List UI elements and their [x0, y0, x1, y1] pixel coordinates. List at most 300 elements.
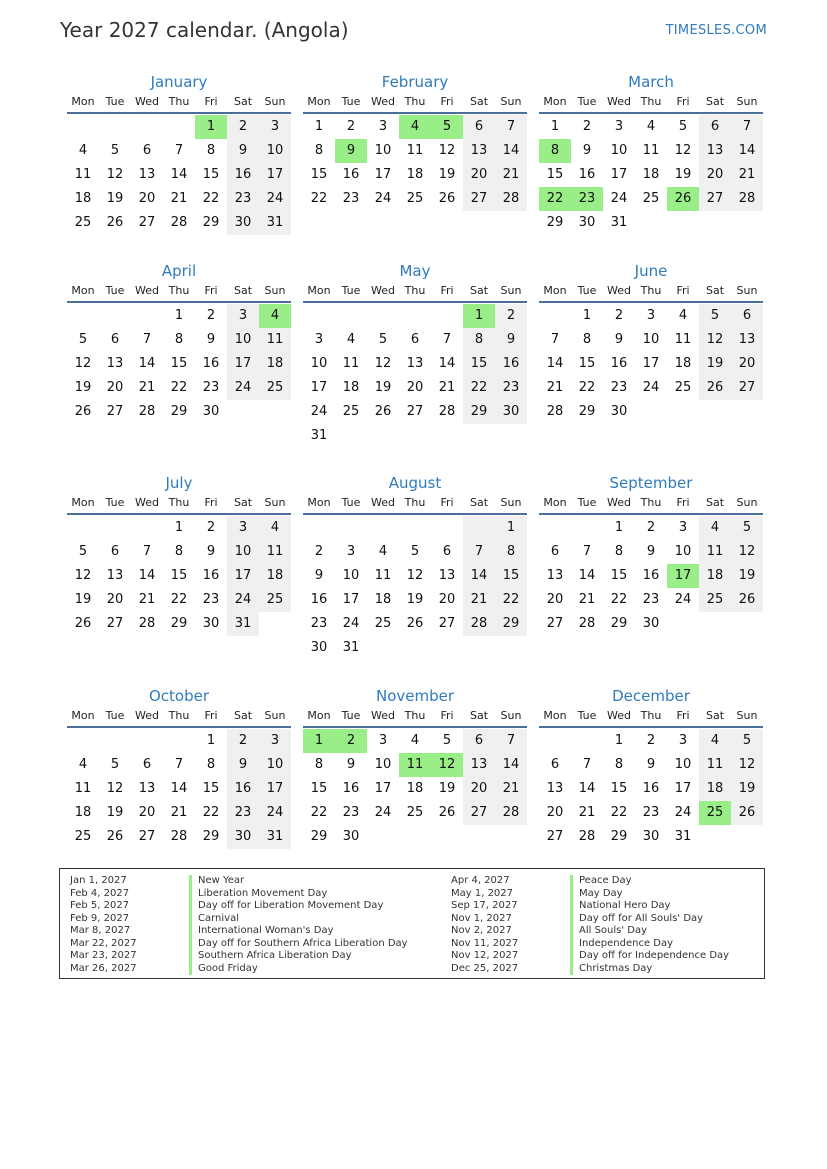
holiday-day-cell: 26: [667, 187, 699, 211]
day-cell: 12: [699, 328, 731, 352]
empty-cell: [399, 304, 431, 328]
day-cell: 23: [610, 380, 628, 395]
page-title: Year 2027 calendar. (Angola): [60, 18, 349, 42]
holiday-day-cell: 1: [463, 304, 495, 328]
weekday-label: Mon: [543, 95, 567, 108]
day-cell: 15: [495, 564, 527, 588]
weekday-label: Tue: [341, 496, 361, 509]
day-cell: 15: [546, 167, 564, 182]
day-cell: 19: [106, 191, 124, 206]
holiday-name: Peace Day: [570, 875, 632, 888]
weekday-header: [303, 94, 527, 114]
weekday-label: Sat: [705, 496, 725, 509]
day-cell: 19: [74, 380, 92, 395]
day-cell: 17: [374, 167, 392, 182]
day-cell: 3: [646, 308, 656, 323]
weekday-header: [67, 283, 291, 303]
day-grid: [67, 516, 291, 636]
day-cell: 13: [546, 781, 564, 796]
day-cell: 1: [582, 308, 592, 323]
holiday-date: Mar 23, 2027: [70, 950, 137, 961]
day-cell: 7: [550, 332, 560, 347]
day-cell: 19: [106, 805, 124, 820]
day-cell: 8: [614, 544, 624, 559]
day-cell: 22: [310, 805, 328, 820]
day-cell: 7: [495, 729, 527, 753]
weekday-header: [67, 94, 291, 114]
day-cell: 18: [259, 564, 291, 588]
day-cell: 31: [342, 640, 360, 655]
day-cell: 24: [259, 187, 291, 211]
day-cell: 8: [206, 757, 216, 772]
day-cell: 14: [731, 139, 763, 163]
holiday-name: Day off for All Souls' Day: [570, 913, 703, 926]
day-cell: 1: [206, 733, 216, 748]
holiday-date: Mar 26, 2027: [70, 962, 137, 974]
day-cell: 6: [463, 115, 495, 139]
day-cell: 1: [614, 733, 624, 748]
day-cell: 11: [642, 143, 660, 158]
day-cell: 17: [227, 564, 259, 588]
day-cell: 28: [495, 187, 527, 211]
day-cell: 21: [170, 191, 188, 206]
day-cell: 18: [699, 564, 731, 588]
day-cell: 19: [674, 167, 692, 182]
empty-cell: [99, 729, 131, 753]
day-cell: 7: [463, 540, 495, 564]
weekday-label: Mon: [543, 709, 567, 722]
day-cell: 11: [74, 167, 92, 182]
empty-cell: [367, 516, 399, 540]
day-cell: 31: [310, 428, 328, 443]
day-cell: 8: [206, 143, 216, 158]
weekday-header: [539, 708, 763, 728]
day-cell: 5: [678, 119, 688, 134]
day-cell: 14: [170, 167, 188, 182]
day-cell: 25: [374, 616, 392, 631]
day-cell: 21: [731, 163, 763, 187]
day-cell: 22: [578, 380, 596, 395]
day-cell: 1: [174, 520, 184, 535]
day-cell: 19: [699, 352, 731, 376]
brand-link[interactable]: TIMESLES.COM: [665, 23, 767, 38]
day-cell: 18: [406, 781, 424, 796]
day-cell: 16: [202, 568, 220, 583]
day-cell: 18: [259, 352, 291, 376]
day-cell: 24: [374, 191, 392, 206]
weekday-label: Sun: [264, 284, 286, 297]
day-cell: 30: [227, 825, 259, 849]
holiday-date: Nov 2, 2027: [451, 925, 512, 936]
weekday-label: Thu: [168, 709, 190, 722]
day-cell: 29: [202, 215, 220, 230]
day-cell: 20: [406, 380, 424, 395]
day-cell: 27: [463, 801, 495, 825]
weekday-label: Sat: [233, 709, 253, 722]
day-cell: 16: [495, 352, 527, 376]
weekday-label: Thu: [168, 496, 190, 509]
day-cell: 3: [614, 119, 624, 134]
empty-cell: [67, 729, 99, 753]
day-cell: 10: [342, 568, 360, 583]
holiday-day-cell: 4: [399, 115, 431, 139]
day-cell: 5: [110, 143, 120, 158]
day-cell: 17: [610, 167, 628, 182]
holiday-date: Mar 8, 2027: [70, 925, 131, 936]
day-cell: 25: [259, 376, 291, 400]
holiday-name: Liberation Movement Day: [189, 888, 327, 901]
day-cell: 8: [582, 332, 592, 347]
day-cell: 28: [170, 829, 188, 844]
day-cell: 14: [438, 356, 456, 371]
weekday-label: Thu: [404, 95, 426, 108]
weekday-label: Mon: [307, 95, 331, 108]
weekday-label: Sat: [469, 284, 489, 297]
day-cell: 6: [142, 143, 152, 158]
day-cell: 25: [74, 829, 92, 844]
empty-cell: [431, 304, 463, 328]
day-cell: 20: [463, 163, 495, 187]
day-cell: 10: [374, 143, 392, 158]
day-cell: 6: [550, 544, 560, 559]
day-cell: 26: [406, 616, 424, 631]
holiday-day-cell: 2: [335, 729, 367, 753]
weekday-label: Wed: [135, 284, 159, 297]
day-cell: 26: [374, 404, 392, 419]
day-cell: 29: [170, 616, 188, 631]
day-cell: 4: [259, 516, 291, 540]
day-cell: 18: [374, 592, 392, 607]
day-cell: 27: [546, 829, 564, 844]
day-cell: 29: [463, 400, 495, 424]
day-cell: 9: [314, 568, 324, 583]
day-cell: 13: [438, 568, 456, 583]
day-cell: 6: [110, 544, 120, 559]
day-cell: 29: [202, 829, 220, 844]
weekday-label: Wed: [371, 95, 395, 108]
day-cell: 31: [227, 612, 259, 636]
weekday-label: Sun: [736, 496, 758, 509]
day-grid: [303, 115, 527, 211]
day-cell: 7: [731, 115, 763, 139]
weekday-header: [539, 94, 763, 114]
empty-cell: [539, 729, 571, 753]
day-cell: 15: [463, 352, 495, 376]
day-cell: 19: [74, 592, 92, 607]
day-cell: 11: [342, 356, 360, 371]
month-name: September: [609, 474, 693, 492]
day-cell: 3: [227, 516, 259, 540]
day-cell: 11: [374, 568, 392, 583]
day-cell: 10: [642, 332, 660, 347]
day-grid: [303, 516, 527, 660]
holiday-date: Nov 1, 2027: [451, 912, 512, 924]
day-cell: 7: [174, 143, 184, 158]
day-cell: 29: [310, 829, 328, 844]
day-cell: 19: [731, 564, 763, 588]
day-cell: 9: [646, 757, 656, 772]
day-cell: 19: [406, 592, 424, 607]
weekday-label: Sun: [500, 284, 522, 297]
day-cell: 12: [438, 143, 456, 158]
day-cell: 26: [699, 376, 731, 400]
day-cell: 13: [731, 328, 763, 352]
day-cell: 7: [582, 544, 592, 559]
day-cell: 10: [227, 328, 259, 352]
day-cell: 20: [546, 592, 564, 607]
weekday-label: Sat: [705, 284, 725, 297]
day-cell: 11: [674, 332, 692, 347]
day-cell: 4: [699, 516, 731, 540]
weekday-label: Mon: [543, 284, 567, 297]
empty-cell: [399, 516, 431, 540]
day-cell: 31: [259, 211, 291, 235]
day-cell: 5: [442, 733, 452, 748]
day-cell: 23: [310, 616, 328, 631]
empty-cell: [131, 115, 163, 139]
day-cell: 12: [674, 143, 692, 158]
day-cell: 9: [582, 143, 592, 158]
day-cell: 30: [642, 829, 660, 844]
empty-cell: [463, 516, 495, 540]
day-cell: 27: [438, 616, 456, 631]
day-cell: 23: [202, 380, 220, 395]
holiday-name: Independence Day: [570, 938, 673, 951]
day-cell: 15: [578, 356, 596, 371]
day-cell: 27: [106, 616, 124, 631]
day-cell: 24: [674, 805, 692, 820]
day-cell: 18: [342, 380, 360, 395]
weekday-label: Tue: [341, 284, 361, 297]
day-cell: 22: [202, 191, 220, 206]
day-cell: 14: [138, 568, 156, 583]
day-cell: 24: [642, 380, 660, 395]
day-cell: 16: [578, 167, 596, 182]
day-cell: 15: [310, 167, 328, 182]
weekday-label: Thu: [640, 95, 662, 108]
holiday-name: International Woman's Day: [189, 925, 334, 938]
empty-cell: [131, 729, 163, 753]
day-cell: 26: [438, 805, 456, 820]
day-cell: 10: [674, 544, 692, 559]
month-name: August: [388, 474, 442, 492]
month-name: March: [628, 73, 674, 91]
day-cell: 28: [495, 801, 527, 825]
day-cell: 3: [346, 544, 356, 559]
day-cell: 24: [310, 404, 328, 419]
day-cell: 9: [227, 139, 259, 163]
day-cell: 27: [463, 187, 495, 211]
day-cell: 30: [202, 404, 220, 419]
day-cell: 8: [174, 544, 184, 559]
empty-cell: [163, 729, 195, 753]
day-cell: 7: [142, 332, 152, 347]
day-cell: 20: [438, 592, 456, 607]
day-cell: 27: [138, 829, 156, 844]
holiday-name: Day off for Independence Day: [570, 950, 729, 963]
day-cell: 11: [74, 781, 92, 796]
day-cell: 10: [674, 757, 692, 772]
day-cell: 25: [674, 380, 692, 395]
weekday-label: Sat: [233, 284, 253, 297]
day-cell: 7: [582, 757, 592, 772]
holiday-day-cell: 22: [539, 187, 571, 211]
day-cell: 29: [170, 404, 188, 419]
day-cell: 16: [202, 356, 220, 371]
day-cell: 14: [170, 781, 188, 796]
day-cell: 11: [259, 328, 291, 352]
day-cell: 5: [78, 544, 88, 559]
day-cell: 4: [78, 143, 88, 158]
holiday-name: May Day: [570, 888, 623, 901]
weekday-label: Sun: [736, 709, 758, 722]
day-cell: 4: [378, 544, 388, 559]
weekday-label: Tue: [105, 95, 125, 108]
day-cell: 24: [674, 592, 692, 607]
day-cell: 15: [202, 167, 220, 182]
day-cell: 29: [578, 404, 596, 419]
empty-cell: [67, 304, 99, 328]
day-cell: 11: [699, 540, 731, 564]
day-cell: 31: [610, 215, 628, 230]
day-cell: 23: [642, 592, 660, 607]
month-name: February: [381, 73, 449, 91]
day-cell: 8: [463, 328, 495, 352]
holiday-list: [59, 868, 765, 979]
day-cell: 14: [495, 139, 527, 163]
weekday-label: Fri: [204, 496, 218, 509]
day-cell: 2: [646, 520, 656, 535]
day-cell: 31: [674, 829, 692, 844]
day-cell: 30: [342, 829, 360, 844]
weekday-label: Sat: [705, 95, 725, 108]
month-name: January: [150, 73, 208, 91]
day-cell: 21: [438, 380, 456, 395]
weekday-label: Sun: [264, 95, 286, 108]
day-cell: 28: [463, 612, 495, 636]
day-cell: 5: [731, 729, 763, 753]
day-cell: 9: [206, 544, 216, 559]
day-cell: 1: [550, 119, 560, 134]
day-cell: 25: [406, 191, 424, 206]
weekday-label: Fri: [440, 496, 454, 509]
month-october: [67, 686, 291, 849]
day-cell: 5: [699, 304, 731, 328]
weekday-label: Thu: [168, 284, 190, 297]
day-cell: 10: [227, 540, 259, 564]
weekday-label: Wed: [371, 496, 395, 509]
day-cell: 25: [74, 215, 92, 230]
day-cell: 27: [699, 187, 731, 211]
day-cell: 8: [174, 332, 184, 347]
empty-cell: [99, 115, 131, 139]
day-cell: 29: [610, 616, 628, 631]
holiday-day-cell: 4: [259, 304, 291, 328]
weekday-label: Wed: [607, 95, 631, 108]
day-cell: 22: [310, 191, 328, 206]
day-cell: 1: [614, 520, 624, 535]
day-cell: 16: [610, 356, 628, 371]
empty-cell: [335, 516, 367, 540]
day-cell: 23: [342, 805, 360, 820]
day-cell: 22: [463, 376, 495, 400]
day-cell: 12: [106, 167, 124, 182]
day-cell: 26: [731, 801, 763, 825]
holiday-name: New Year: [189, 875, 244, 888]
day-cell: 26: [731, 588, 763, 612]
empty-cell: [539, 304, 571, 328]
weekday-label: Tue: [341, 709, 361, 722]
month-may: [303, 261, 527, 448]
weekday-label: Wed: [135, 496, 159, 509]
day-cell: 16: [227, 777, 259, 801]
weekday-label: Tue: [105, 496, 125, 509]
day-cell: 11: [406, 143, 424, 158]
day-cell: 27: [106, 404, 124, 419]
day-cell: 3: [378, 119, 388, 134]
day-cell: 16: [227, 163, 259, 187]
day-cell: 24: [227, 376, 259, 400]
day-cell: 23: [342, 191, 360, 206]
month-november: [303, 686, 527, 849]
day-cell: 23: [495, 376, 527, 400]
holiday-name: Good Friday: [189, 963, 258, 976]
empty-cell: [367, 304, 399, 328]
day-cell: 28: [138, 404, 156, 419]
weekday-label: Wed: [135, 95, 159, 108]
day-cell: 20: [463, 777, 495, 801]
holiday-name: Day off for Southern Africa Liberation Day: [189, 938, 408, 951]
day-cell: 30: [310, 640, 328, 655]
month-name: April: [161, 262, 197, 280]
day-cell: 30: [578, 215, 596, 230]
day-cell: 21: [495, 777, 527, 801]
weekday-label: Fri: [440, 284, 454, 297]
weekday-label: Tue: [577, 95, 597, 108]
day-cell: 20: [546, 805, 564, 820]
weekday-label: Fri: [440, 95, 454, 108]
day-cell: 12: [74, 568, 92, 583]
day-cell: 9: [206, 332, 216, 347]
day-cell: 14: [138, 356, 156, 371]
day-cell: 1: [314, 119, 324, 134]
day-cell: 26: [106, 829, 124, 844]
day-cell: 22: [495, 588, 527, 612]
day-cell: 28: [438, 404, 456, 419]
day-cell: 5: [378, 332, 388, 347]
day-cell: 24: [610, 191, 628, 206]
holiday-day-cell: 11: [399, 753, 431, 777]
weekday-header: [539, 495, 763, 515]
holiday-name: Southern Africa Liberation Day: [189, 950, 352, 963]
weekday-label: Mon: [307, 496, 331, 509]
day-cell: 2: [206, 520, 216, 535]
empty-cell: [67, 516, 99, 540]
day-cell: 15: [310, 781, 328, 796]
day-cell: 18: [642, 167, 660, 182]
weekday-label: Sat: [705, 709, 725, 722]
holiday-date: Mar 22, 2027: [70, 937, 137, 949]
day-cell: 7: [442, 332, 452, 347]
day-cell: 2: [206, 308, 216, 323]
day-cell: 17: [642, 356, 660, 371]
day-cell: 23: [642, 805, 660, 820]
day-cell: 18: [74, 805, 92, 820]
day-cell: 30: [610, 404, 628, 419]
day-cell: 28: [546, 404, 564, 419]
weekday-label: Fri: [204, 709, 218, 722]
day-cell: 16: [342, 781, 360, 796]
